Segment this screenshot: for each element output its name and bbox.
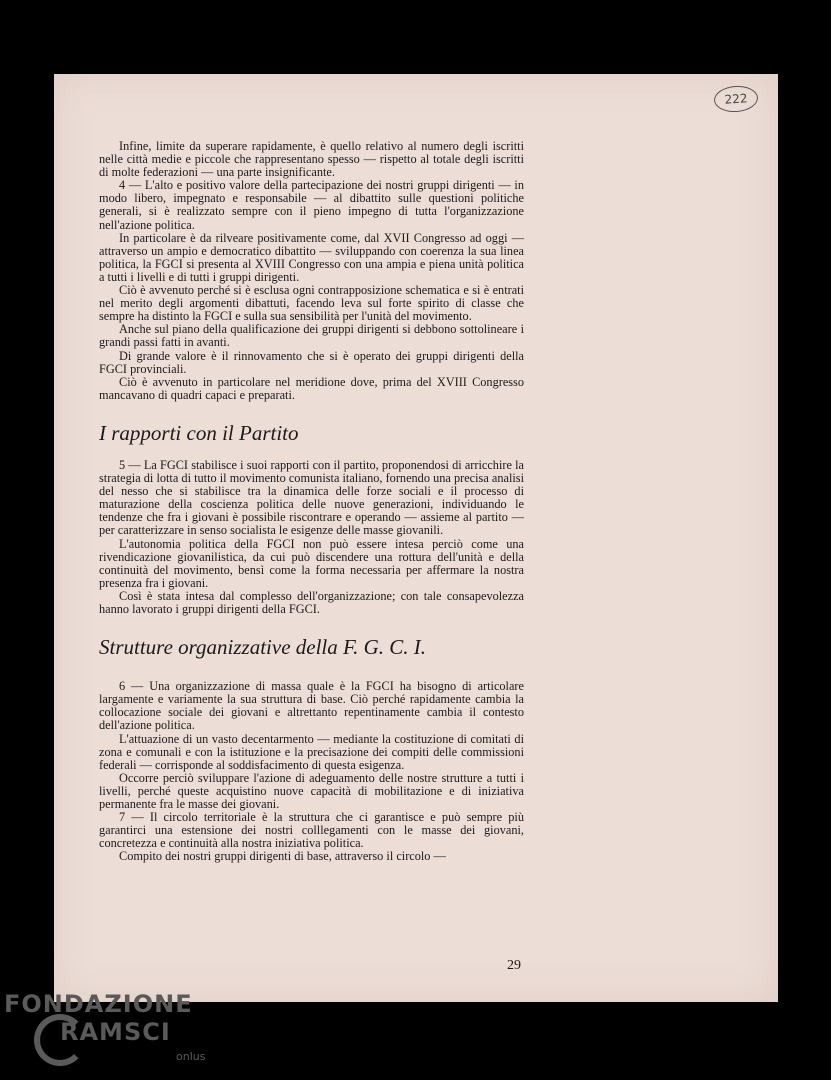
paragraph: Ciò è avvenuto perché si è esclusa ogni contrapposizione schematica e si è entrati nel merito degli argomenti dibattuti, facendo leva sul forte spirito di classe che sempre ha distinto la FGCI e sulla sua sensibilità per l'unità del movimento. (99, 283, 524, 324)
paragraph: Così è stata intesa dal complesso dell'organizzazione; con tale consapevolezza hanno lavorato i gruppi dirigenti della FGCI. (99, 588, 524, 616)
document-page (54, 74, 778, 1002)
paragraph: Ciò è avvenuto in particolare nel meridione dove, prima del XVIII Congresso mancavano di quadri capaci e preparati. (99, 374, 524, 402)
paragraph: In particolare è da rilveare positivamente come, dal XVII Congresso ad oggi — attraverso un ampio e democratico dibattito — sviluppando con coerenza la sua linea politica, la FGCI si presenta al XVIII Congresso con una ampia e piena unità politica a tutti i livelli e di tutti i gruppi dirigenti. (99, 230, 524, 284)
paragraph: L'attuazione di un vasto decentarmento — mediante la costituzione di comitati di zona e comunali e con la istituzione e la precisazione dei compiti delle commissioni federali — corrisponde al soddisfacimento di questa esigenza. (99, 731, 524, 772)
logo-line2: RAMSCI (60, 1018, 171, 1046)
paragraph: 6 — Una organizzazione di massa quale è la FGCI ha bisogno di articolare largamente e variamente la sua struttura di base. Ciò perché rapidamente cambia la collocazione sociale dei giovani e altrettanto repentinamente cambia il contesto dell'azione politica. (99, 679, 524, 733)
paragraph: 5 — La FGCI stabilisce i suoi rapporti con il partito, proponendosi di arricchire la strategia di lotta di tutto il movimento comunista italiano, fornendo una precisa analisi del nesso che si stabilisce tra la dinamica delle forze sociali e il processo di maturazione della coscienza politica delle nuove generazioni, individuando le tendenze che fra i giovani è possibile riscontrare e operando — assieme al partito — per caratterizzare in senso socialista le esigenze delle masse giovanili. (99, 457, 524, 538)
paragraph: Infine, limite da superare rapidamente, è quello relativo al numero degli iscritti nelle città medie e piccole che rappresentano spesso — rispetto al totale degli iscritti di molte federazioni — una parte insignificante. (99, 139, 524, 180)
paragraph: Compito dei nostri gruppi dirigenti di base, attraverso il circolo — (119, 849, 446, 864)
fondazione-gramsci-logo (4, 990, 224, 1075)
paragraph: 4 — L'alto e positivo valore della partecipazione dei nostri gruppi dirigenti — in modo libero, impegnato e responsabile — al dibattito sulle questioni politiche generali, si è realizzato sempre con il pieno impegno di tutta l'organizzazione nell'azione politica. (99, 178, 524, 232)
text-column (99, 140, 524, 864)
archive-number-stamp: 222 (713, 84, 759, 113)
paragraph: Occorre perciò sviluppare l'azione di adeguamento delle nostre strutture a tutti i livelli, perché queste acquistino nuove capacità di mobilitazione e di iniziativa permanente fra le masse dei giovani. (99, 770, 524, 812)
page-number: 29 (507, 958, 521, 973)
section-heading-strutture: Strutture organizzative della F. G. C. I. (99, 635, 427, 660)
logo-line1: FONDAZIONE (4, 990, 193, 1018)
paragraph: 7 — Il circolo territoriale è la struttura che ci garantisce e può sempre più garantirci una estensione dei nostri colllegamenti con le masse dei giovani, concretezza e continuità alla nostra iniziativa politica. (99, 810, 524, 851)
logo-line3: onlus (176, 1050, 206, 1063)
paragraph: L'autonomia politica della FGCI non può essere intesa perciò come una rivendicazione giovanilistica, da cui può discendere una rottura dell'unità e della continuità del movimento, bensì come la forma necessaria per affermare la nostra presenza fra i giovani. (99, 536, 524, 590)
paragraph: Anche sul piano della qualificazione dei gruppi dirigenti si debbono sottolineare i grandi passi fatti in avanti. (99, 322, 524, 350)
section-heading-rapporti: I rapporti con il Partito (99, 420, 299, 445)
paragraph: Di grande valore è il rinnovamento che si è operato dei gruppi dirigenti della FGCI provinciali. (99, 348, 524, 376)
